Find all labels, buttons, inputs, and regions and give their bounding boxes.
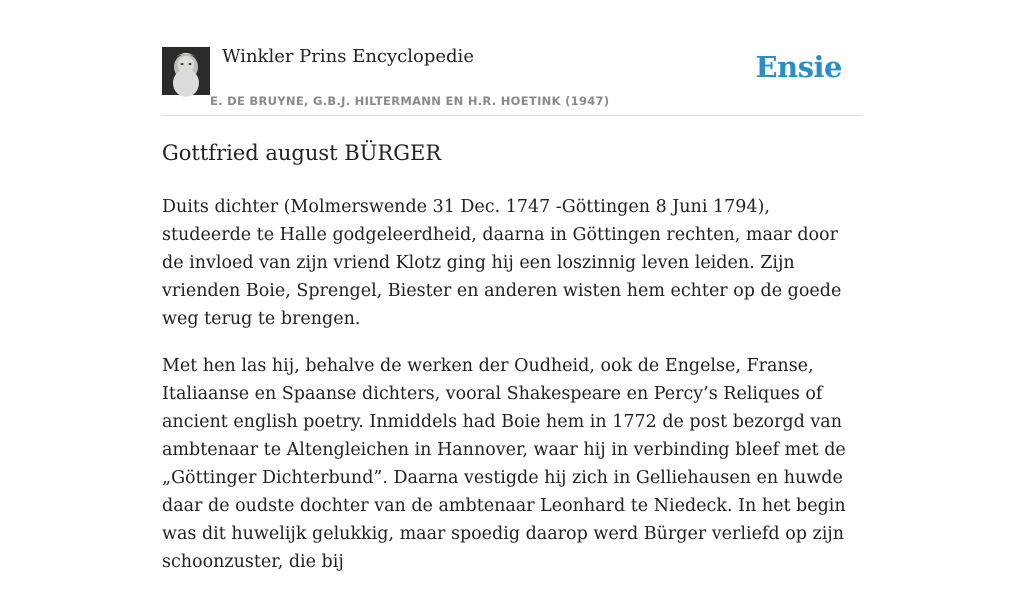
paragraph-2: Met hen las hij, behalve de werken der Oudheid, ook de Engelse, Franse, Italiaanse en Spaanse dichters, vooral Shakespeare en Percy’s Reliques of ancient english poetry. Inmiddels had Boie hem in 1772 de post bezorgd van ambtenaar te Altengleichen in Hannover, waar hij in verbinding bleef met de „Göttinger Dichterbund”. Daarna vestigde hij zich in Gelliehausen en huwde daar de oudste dochter van de ambtenaar Leonhard te Niedeck. In het begin was dit huwelijk gelukkig, maar spoedig daarop werd Bürger verliefd op zijn schoonzuster, die bij bbox=[162, 356, 846, 572]
brand-logo-link[interactable]: Ensie bbox=[755, 50, 842, 84]
header bbox=[162, 0, 862, 116]
authors-line: E. DE BRUYNE, G.B.J. HILTERMANN EN H.R. HOETINK (1947) bbox=[210, 94, 610, 108]
article-title: Gottfried august BÜRGER bbox=[162, 141, 442, 165]
article-body bbox=[162, 193, 862, 595]
author-avatar[interactable] bbox=[162, 47, 210, 95]
paragraph-1: Duits dichter (Molmerswende 31 Dec. 1747 -Göttingen 8 Juni 1794), studeerde te Halle godgeleerdheid, daarna in Göttingen rechten, maar door de invloed van zijn vriend Klotz ging hij een loszinnig leven leiden. Zijn vrienden Boie, Sprengel, Biester en anderen wisten hem echter op de goede weg terug te brengen. bbox=[162, 197, 842, 329]
book-title[interactable]: Winkler Prins Encyclopedie bbox=[222, 46, 474, 67]
content-column bbox=[162, 0, 862, 572]
portrait-image bbox=[162, 47, 210, 95]
